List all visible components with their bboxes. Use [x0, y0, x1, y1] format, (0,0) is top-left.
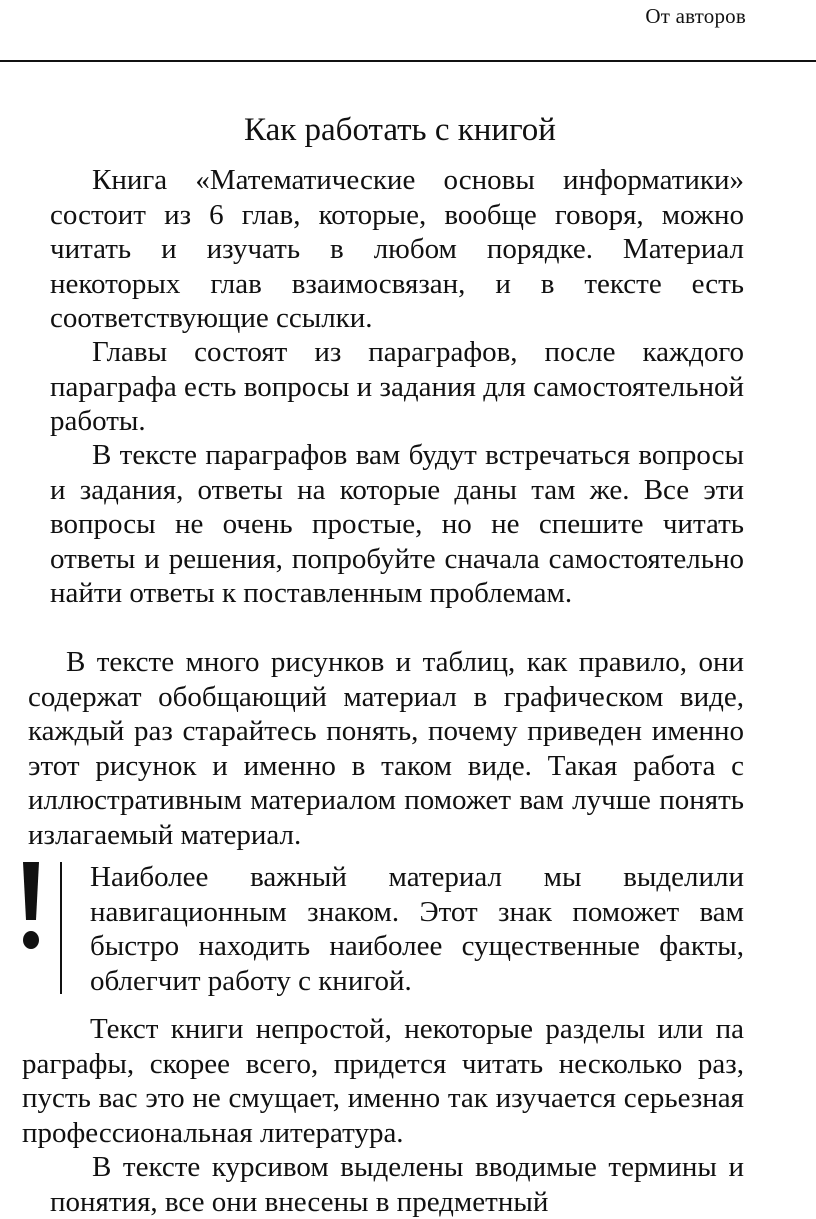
exclamation-mark-icon	[14, 860, 48, 952]
running-head: От авторов	[645, 4, 746, 28]
header-rule	[0, 60, 816, 62]
navigation-bar	[60, 862, 62, 994]
paragraph-7: В тексте курсивом выделены вводимые термины и понятия, все они внесены в предметный	[50, 1151, 744, 1218]
paragraph-highlighted: Наиболее важный материал мы выделили навигационным знаком. Этот знак поможет вам быстро находить наиболее существенные факты, облегчит работу с книгой.	[90, 861, 744, 997]
paragraph-4: В тексте много рисунков и таблиц, как правило, они содержат обобщающий материал в графическом виде, каждый раз старайтесь понять, почему приведен именно этот рисунок и именно в таком виде. Такая работа с иллюстративным материалом поможет вам лучше понять излагаемый материал.	[28, 646, 744, 851]
paragraph-3: В тексте параграфов вам будут встречаться вопросы и задания, ответы на которые даны там же. Все эти вопросы не очень простые, но не спешите читать ответы и решения, попробуйте сначала самостоятельно найти ответы к поставленным проблемам.	[50, 439, 744, 609]
paragraph-2: Главы состоят из параграфов, после каждого параграфа есть вопросы и задания для самостоятельной работы.	[50, 336, 744, 437]
paragraph-1: Книга «Математические основы информатики» состоит из 6 глав, которые, вообще говоря, можно читать и изучать в любом порядке. Материал некоторых глав взаимосвязан, и в тексте есть соответствующие ссылки.	[50, 164, 744, 334]
paragraph-6: Текст книги непростой, некоторые разделы или па раграфы, скорее всего, придется читать несколько раз, пусть вас это не смущает, именно так изучается серьезная профессиональная литература.	[22, 1013, 744, 1149]
section-title: Как работать с книгой	[244, 112, 556, 148]
